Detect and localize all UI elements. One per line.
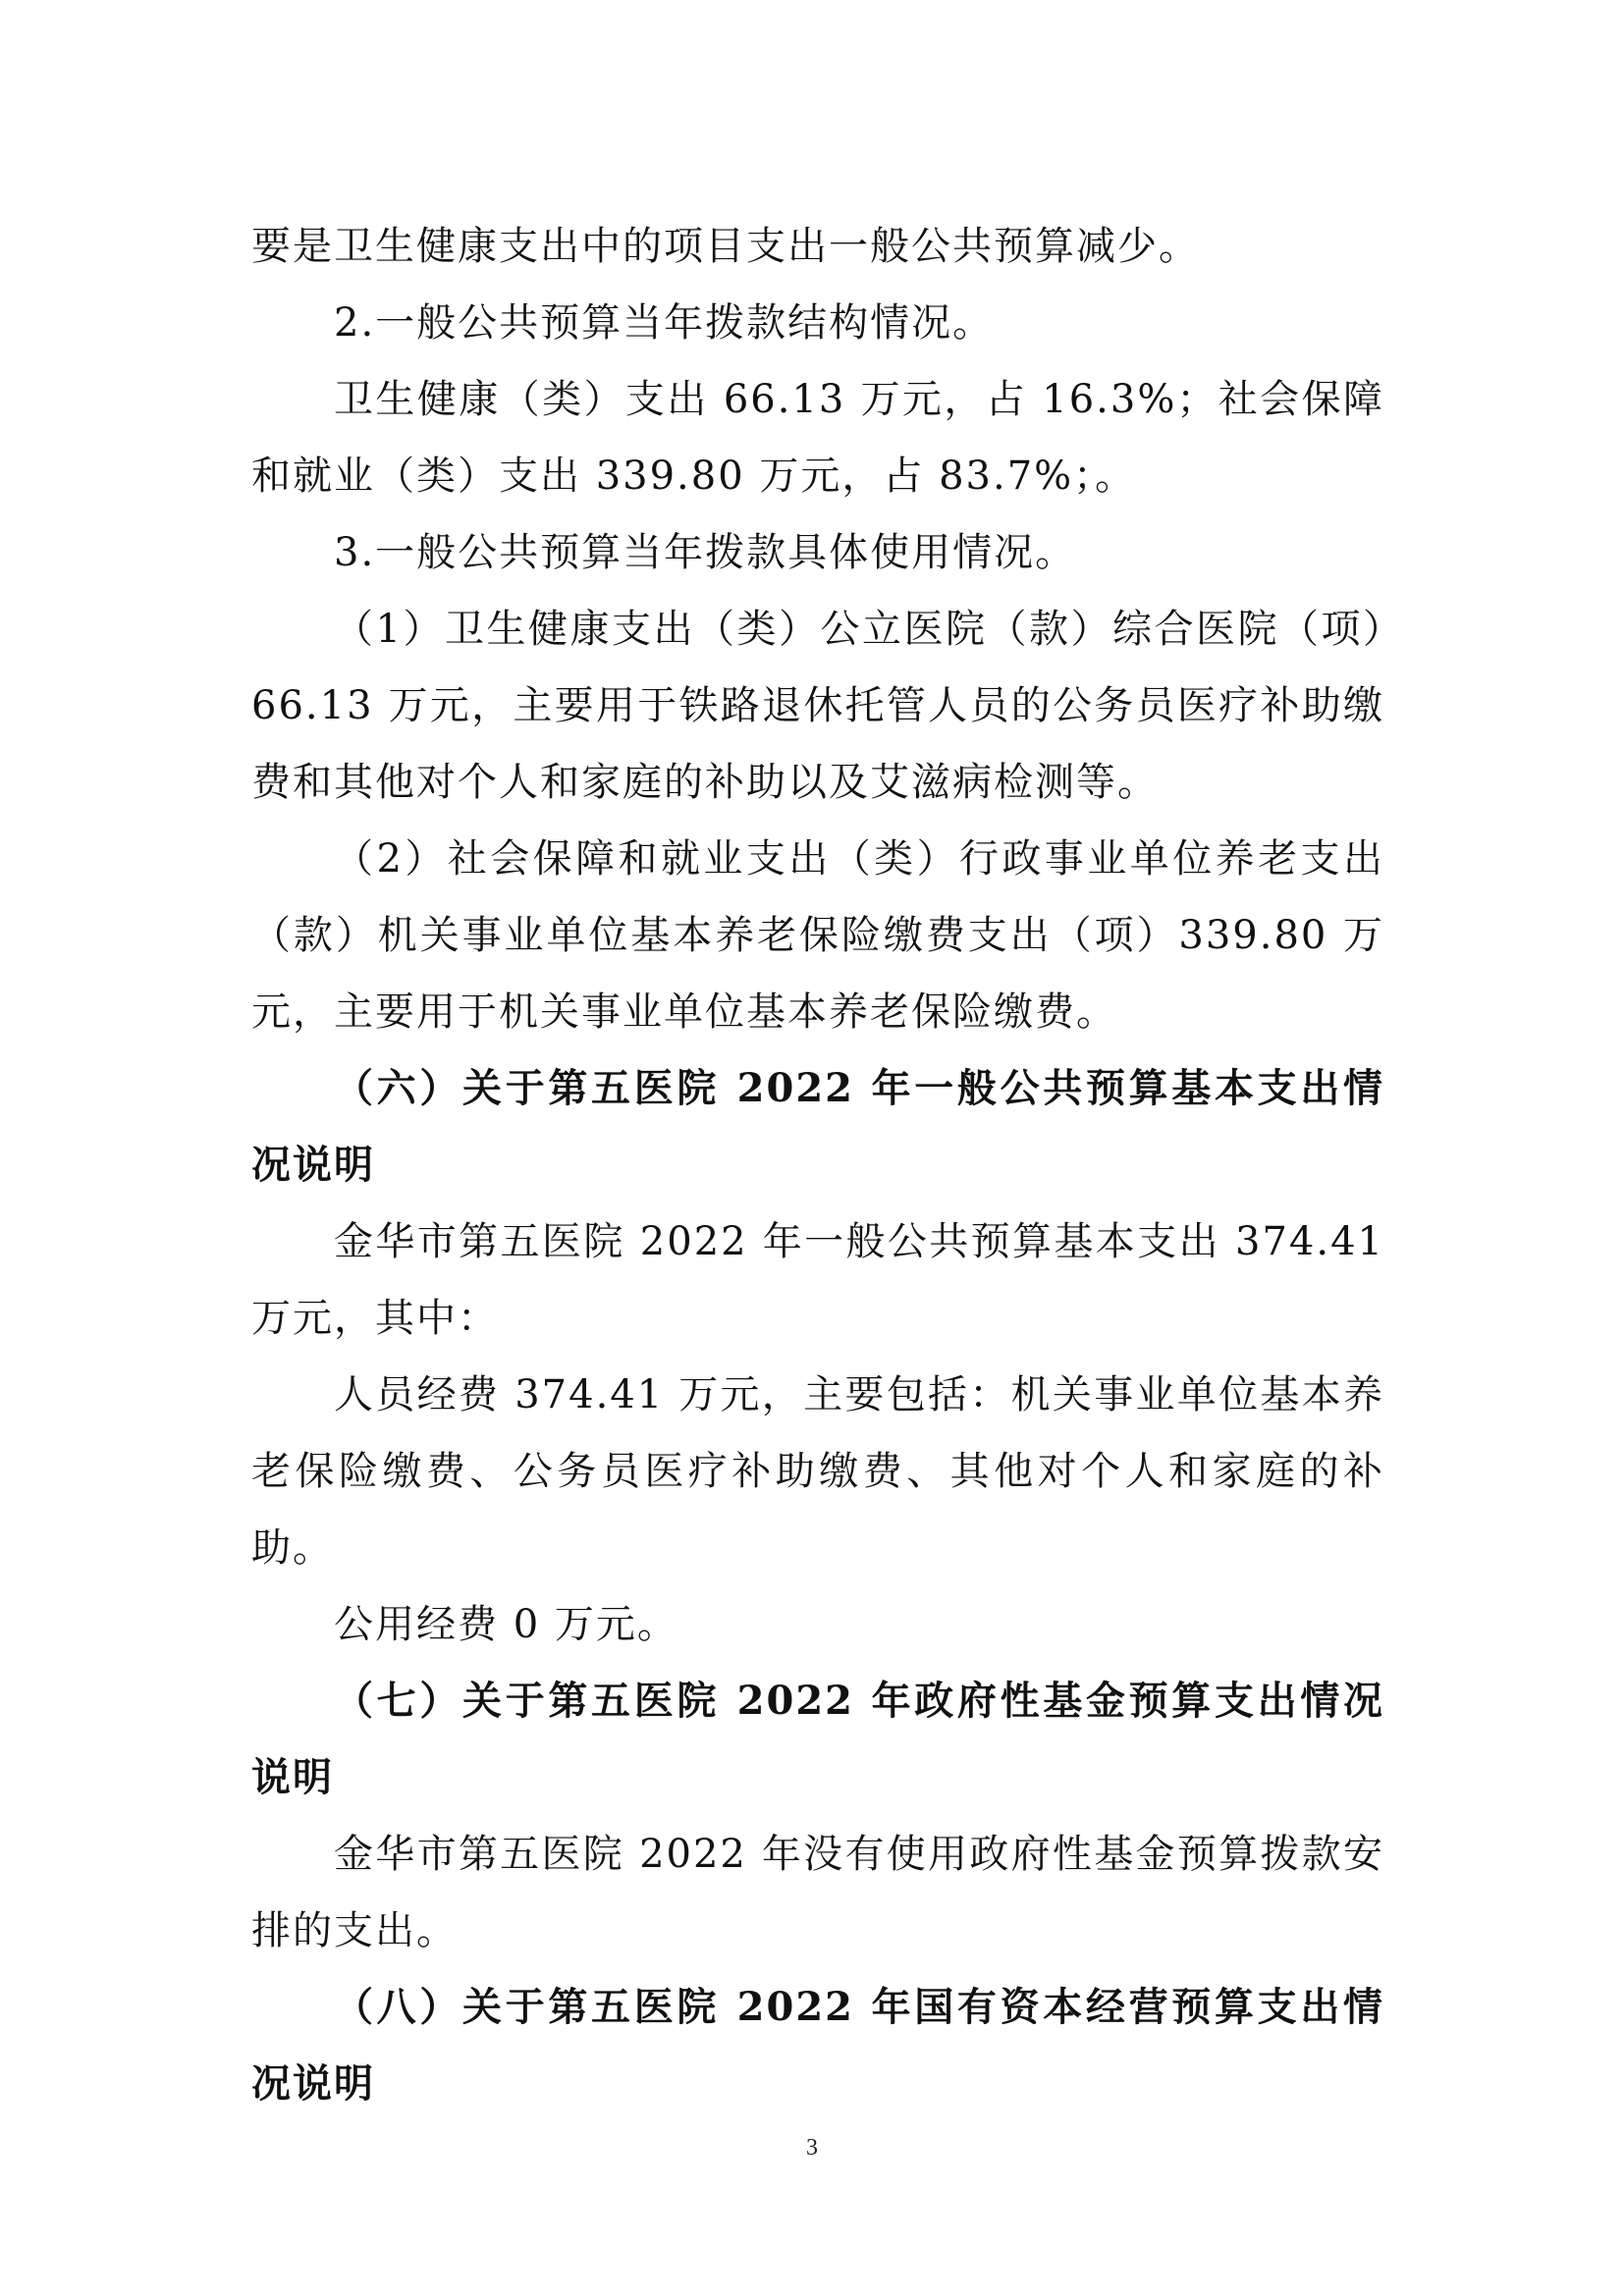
paragraph-public-expense: 公用经费 0 万元。	[334, 1602, 678, 1647]
paragraph-appropriation-usage-title: 3.一般公共预算当年拨款具体使用情况。	[334, 530, 1077, 575]
section-heading-state-capital: （八）关于第五医院 2022 年国有资本经营预算支出情况说明	[251, 1984, 1384, 2107]
paragraph-basic-expense-total: 金华市第五医院 2022 年一般公共预算基本支出 374.41 万元，其中：	[251, 1219, 1384, 1341]
paragraph-appropriation-structure-title: 2.一般公共预算当年拨款结构情况。	[334, 300, 995, 346]
section-heading-government-fund: （七）关于第五医院 2022 年政府性基金预算支出情况说明	[251, 1678, 1384, 1800]
paragraph-health-expense-decrease: 要是卫生健康支出中的项目支出一般公共预算减少。	[251, 224, 1200, 269]
section-heading-basic-expense: （六）关于第五医院 2022 年一般公共预算基本支出情况说明	[251, 1065, 1384, 1188]
paragraph-government-fund: 金华市第五医院 2022 年没有使用政府性基金预算拨款安排的支出。	[251, 1832, 1384, 1953]
paragraph-health-usage: （1）卫生健康支出（类）公立医院（款）综合医院（项）66.13 万元，主要用于铁路退休托管人员的公务员医疗补助缴费和其他对个人和家庭的补助以及艾滋病检测等。	[251, 607, 1384, 805]
document-body	[251, 208, 1384, 2122]
paragraph-appropriation-structure: 卫生健康（类）支出 66.13 万元，占 16.3%；社会保障和就业（类）支出 339.80 万元，占 83.7%；。	[251, 377, 1384, 499]
page-number: 3	[806, 2135, 818, 2161]
paragraph-social-security-usage: （2）社会保障和就业支出（类）行政事业单位养老支出（款）机关事业单位基本养老保险缴费支出（项）339.80 万元，主要用于机关事业单位基本养老保险缴费。	[251, 836, 1384, 1035]
paragraph-personnel-expense: 人员经费 374.41 万元，主要包括：机关事业单位基本养老保险缴费、公务员医疗补助缴费、其他对个人和家庭的补助。	[251, 1372, 1384, 1571]
